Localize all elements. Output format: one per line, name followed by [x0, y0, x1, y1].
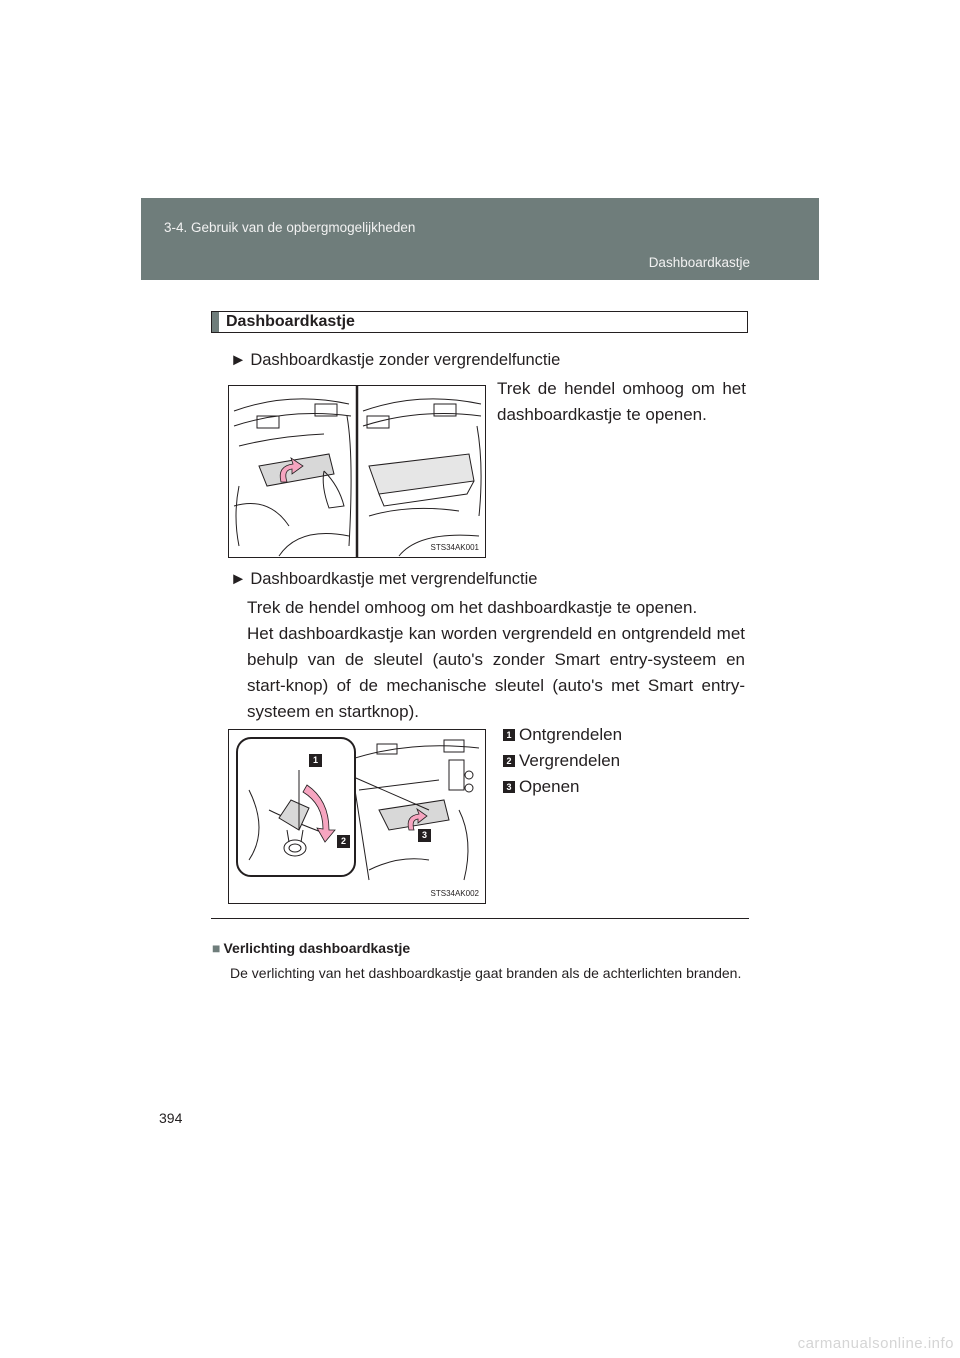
instruction-with-lock: Trek de hendel omhoog om het dashboardkastje te openen.: [247, 598, 698, 617]
legend-number-1: 1: [503, 729, 515, 741]
figure-code: STS34AK002: [430, 889, 479, 898]
section-heading: [211, 311, 748, 333]
page-number: 394: [159, 1110, 183, 1126]
bullet-with-lock-text: Dashboardkastje met vergrendelfunctie: [250, 570, 538, 588]
square-bullet-icon: ■: [212, 940, 221, 956]
glovebox-illustration: [229, 386, 486, 558]
figure-label-1: 1: [309, 754, 322, 767]
legend-item-unlock: [503, 725, 622, 745]
figure-label-3: 3: [418, 829, 431, 842]
figure-glovebox-no-lock: [228, 385, 486, 558]
figure-code: STS34AK001: [430, 543, 479, 552]
bullet-triangle-icon: ►: [230, 351, 247, 369]
legend-item-lock: [503, 751, 620, 771]
lock-description: Het dashboardkastje kan worden vergrendeld en ontgrendeld met behulp van de sleutel (auto's zonder Smart entry-systeem en start-knop) of de mechanische sleutel (auto's met Smart entry-systeem en startknop).: [247, 624, 745, 721]
topic-title: Dashboardkastje: [648, 255, 750, 270]
note-title: [212, 940, 410, 956]
page-header: [141, 198, 819, 280]
section-divider: [211, 918, 749, 919]
legend-label: Ontgrendelen: [519, 725, 623, 744]
bullet-with-lock: [230, 570, 537, 589]
bullet-no-lock-text: Dashboardkastje zonder vergrendelfunctie: [250, 351, 561, 369]
section-title: 3-4. Gebruik van de opbergmogelijkheden: [164, 220, 416, 235]
glovebox-lock-illustration: [229, 730, 486, 904]
legend-label: Openen: [519, 777, 580, 796]
watermark: carmanualsonline.info: [797, 1335, 954, 1352]
legend-number-2: 2: [503, 755, 515, 767]
heading-text: Dashboardkastje: [226, 313, 355, 330]
figure-label-2: 2: [337, 835, 350, 848]
bullet-triangle-icon: ►: [230, 570, 247, 588]
legend-number-3: 3: [503, 781, 515, 793]
legend-item-open: [503, 777, 580, 797]
heading-accent-bar: [212, 312, 219, 332]
legend-label: Vergrendelen: [519, 751, 621, 770]
note-text: De verlichting van het dashboardkastje gaat branden als de achterlichten branden.: [230, 965, 742, 981]
figure-glovebox-lock: [228, 729, 486, 904]
note-title-text: Verlichting dashboardkastje: [223, 940, 411, 956]
bullet-no-lock: [230, 351, 560, 370]
instruction-no-lock: Trek de hendel omhoog om het dashboardkastje te openen.: [497, 379, 746, 424]
